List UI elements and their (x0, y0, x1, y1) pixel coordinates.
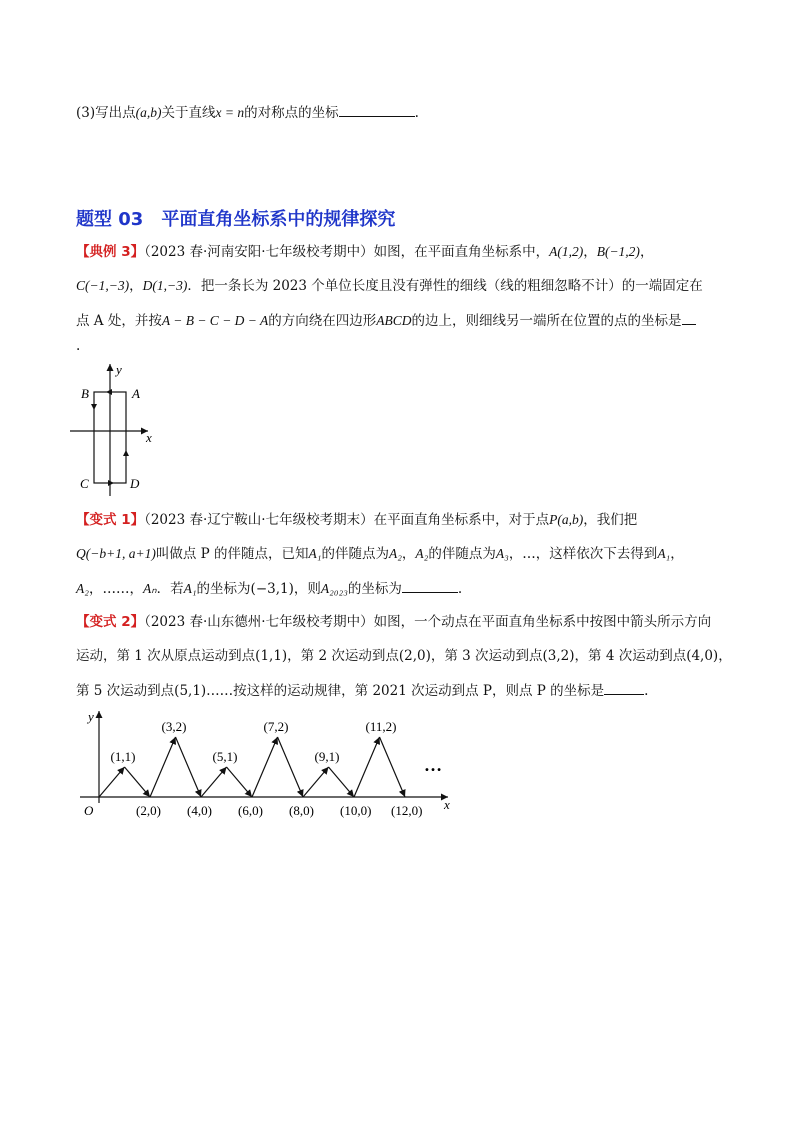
q3-mid: 关于直线 (161, 105, 216, 121)
ellipsis: … (424, 755, 442, 775)
variant-1-text-1: （2023 春·辽宁鞍山·七年级校考期末）在平面直角坐标系中，对于点 (144, 512, 550, 528)
point-c: C(−1,−3) (76, 278, 130, 293)
axis-point-label: (6,0) (238, 803, 263, 818)
variant-1-line-3 (76, 578, 462, 599)
path-segment (176, 737, 202, 797)
variant-1-text-2c: ， (401, 546, 416, 562)
label-origin: O (84, 803, 94, 818)
label-x: x (146, 430, 152, 445)
example-3-line-3 (76, 310, 696, 331)
a2-symbol: A₂ (76, 581, 89, 596)
path-segment (227, 767, 253, 797)
point-p: P(a,b) (549, 512, 584, 527)
winding-path: A − B − C − D − A (161, 313, 269, 328)
example-text-3a: 点 A 处，并按 (76, 313, 162, 329)
peak-label: (5,1) (212, 749, 238, 764)
peak-label: (1,1) (110, 749, 136, 764)
a2-symbol: A₂ (388, 546, 402, 561)
q3-prefix: (3)写出点 (76, 105, 136, 121)
point-a: A(1,2) (549, 244, 584, 259)
label-d: D (130, 476, 140, 491)
example-tag: 【典例 3】 (76, 244, 145, 260)
label-y: y (88, 709, 94, 724)
axis-point-label: (2,0) (136, 803, 161, 818)
label-y: y (116, 362, 122, 377)
label-a: A (132, 386, 140, 401)
label-b: B (81, 386, 89, 401)
q3-line-eq: x = n (215, 105, 245, 120)
section-title: 题型 03 平面直角坐标系中的规律探究 (76, 209, 396, 230)
point-d: D(1,−3) (142, 278, 188, 293)
variant-2-text-3: 第 5 次运动到点(5,1)……按这样的运动规律，第 2021 次运动到点 P，则点 P 的坐标是 (76, 683, 605, 699)
an-symbol: Aₙ (142, 581, 157, 596)
q3-suffix: 的对称点的坐标 (244, 105, 339, 121)
example-text-3c: 的边上，则细线另一端所在位置的点的坐标是 (411, 313, 682, 329)
variant-1-text-3b: ，……， (88, 581, 143, 597)
variant-1-text-2f: ， (670, 546, 684, 562)
variant-1-text-2d: 的伴随点为 (428, 546, 496, 562)
a1-symbol: A₁ (657, 546, 671, 561)
example-3-line-2: C(−1,−3)，D(1,−3)．把一条长为 2023 个单位长度且没有弹性的细线（线的粗细忽略不计）的一端固定在 (76, 278, 703, 294)
axis-point-label: (10,0) (340, 803, 372, 818)
question-3 (76, 102, 419, 123)
example-3-line-4 (76, 336, 80, 356)
example-3-line-1: 【典例 3】（2023 春·河南安阳·七年级校考期中）如图，在平面直角坐标系中，A(1,2)，B(−1,2)， (76, 244, 654, 260)
a3-symbol: A₃ (495, 546, 509, 561)
q3-end: . (414, 105, 419, 121)
path-segment (303, 767, 329, 797)
path-segments (99, 737, 405, 797)
peak-label: (11,2) (365, 719, 397, 734)
variant-2-text-1: （2023 春·山东德州·七年级校考期中）如图，一个动点在平面直角坐标系中按图中箭头所示方向 (144, 614, 712, 630)
axis-point-label: (12,0) (391, 803, 423, 818)
variant-1-line-2 (76, 544, 684, 564)
path-segment (150, 737, 176, 797)
a1-symbol: A₁ (308, 546, 322, 561)
a2-symbol: A₂ (415, 546, 429, 561)
variant-2-line-2 (76, 646, 732, 666)
label-x: x (444, 797, 450, 812)
point-q: Q(−b+1, a+1) (76, 546, 156, 561)
variant-1-line-1 (76, 510, 637, 530)
variant-1-text-3c: ．若 (156, 581, 184, 597)
path-segment (329, 767, 355, 797)
variant-2-text-2: 运动，第 1 次从原点运动到点(1,1)，第 2 次运动到点(2,0)，第 3 次运动到点(3,2)，第 4 次运动到点(4,0)， (76, 648, 732, 664)
path-segment (278, 737, 304, 797)
variant-1-text-end: . (457, 581, 463, 597)
q3-point: (a,b) (135, 105, 162, 120)
answer-blank (402, 578, 458, 593)
a2023-symbol: A₂₀₂₃ (320, 581, 348, 596)
example-text-4: . (76, 338, 81, 354)
a1-symbol: A₁ (183, 581, 197, 596)
peak-label: (9,1) (314, 749, 340, 764)
axis-point-label: (4,0) (187, 803, 212, 818)
quadrilateral-name: ABCD (376, 313, 412, 328)
figure-rectangle-abcd (66, 360, 176, 500)
answer-blank (339, 102, 415, 117)
peak-label: (7,2) (263, 719, 289, 734)
variant-2-tag: 【变式 2】 (76, 614, 145, 630)
answer-blank (682, 310, 696, 325)
variant-1-tag: 【变式 1】 (76, 512, 145, 528)
path-segment (99, 767, 125, 797)
example-text-2: ．把一条长为 2023 个单位长度且没有弹性的细线（线的粗细忽略不计）的一端固定在 (187, 278, 703, 294)
variant-2-line-1 (76, 612, 711, 632)
path-segment (201, 767, 227, 797)
peak-label: (3,2) (161, 719, 187, 734)
example-source: （2023 春·河南安阳·七年级校考期中）如图，在平面直角坐标系中， (144, 244, 550, 260)
point-b: B(−1,2) (596, 244, 640, 259)
variant-1-text-3d: 的坐标为 (196, 581, 251, 597)
variant-1-text-3f: 的坐标为 (347, 581, 402, 597)
variant-2-line-3 (76, 680, 648, 701)
variant-2-text-end: . (644, 683, 649, 699)
variant-1-text-2b: 的伴随点为 (321, 546, 389, 562)
variant-1-text-3e: ，则 (293, 581, 321, 597)
variant-1-text-2a: 叫做点 P 的伴随点，已知 (155, 546, 309, 562)
path-segment (252, 737, 278, 797)
axis-point-label: (8,0) (289, 803, 314, 818)
figure-zigzag-path (72, 705, 472, 830)
path-segment (125, 767, 151, 797)
variant-1-text-1-end: ，我们把 (583, 512, 638, 528)
path-segment (354, 737, 380, 797)
example-text-3b: 的方向绕在四边形 (268, 313, 377, 329)
answer-blank (604, 680, 644, 695)
label-c: C (80, 476, 89, 491)
variant-1-text-2e: ，…，这样依次下去得到 (508, 546, 658, 562)
given-coordinate: (−3,1) (250, 581, 294, 597)
path-segment (380, 737, 406, 797)
